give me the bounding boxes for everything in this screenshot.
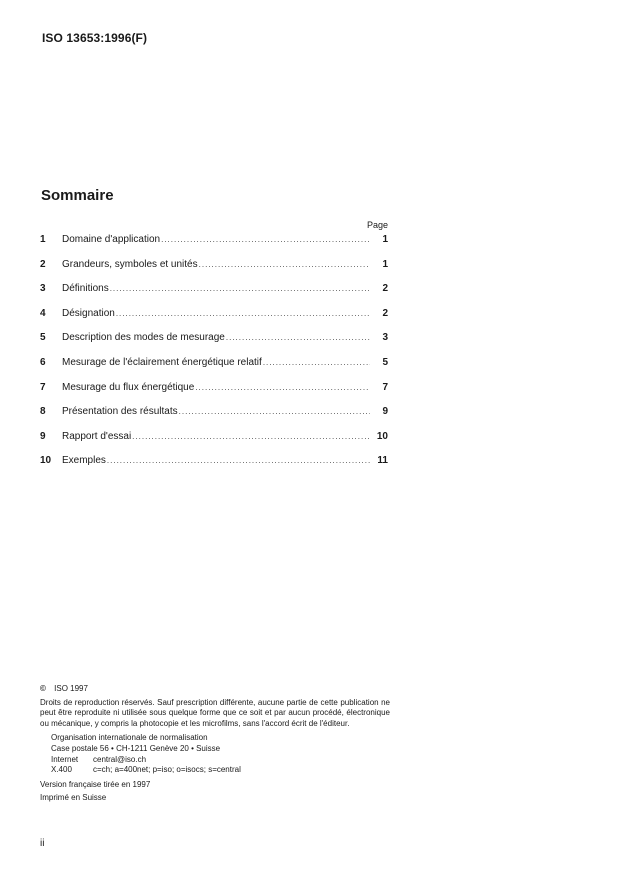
toc-entry-number: 3 [40, 283, 46, 295]
toc-entry-title: Mesurage du flux énergétique [62, 381, 195, 393]
toc-entry[interactable] [40, 308, 388, 333]
x400-row [51, 765, 390, 776]
toc-entry[interactable] [40, 382, 388, 407]
toc-entry-title: Définitions [62, 283, 109, 295]
toc-entry-number: 4 [40, 307, 46, 319]
toc-entry-number: 5 [40, 332, 46, 344]
toc-entry-title: Désignation [62, 307, 115, 319]
toc-entry-title: Exemples [62, 455, 106, 467]
toc-page-column-label: Page [366, 220, 388, 230]
toc-entry-page: 9 [382, 406, 388, 418]
toc-entry[interactable] [40, 431, 388, 456]
copyright-icon: © [40, 684, 46, 693]
toc-entry[interactable] [40, 406, 388, 431]
table-of-contents [40, 234, 388, 480]
toc-leader-dots [132, 432, 370, 441]
toc-leader-dots [161, 235, 370, 244]
copyright-block [40, 684, 390, 807]
toc-entry-page: 11 [377, 455, 388, 467]
toc-heading: Sommaire [41, 187, 114, 204]
toc-entry[interactable] [40, 234, 388, 259]
toc-leader-dots [263, 358, 370, 367]
x400-label: X.400 [51, 765, 72, 775]
publisher-address [51, 733, 390, 775]
toc-leader-dots [179, 407, 370, 416]
toc-leader-dots [107, 456, 370, 465]
toc-entry[interactable] [40, 332, 388, 357]
toc-leader-dots [195, 383, 370, 392]
toc-entry-title: Grandeurs, symboles et unités [62, 258, 198, 270]
toc-entry[interactable] [40, 455, 388, 480]
version-note: Version française tirée en 1997 [40, 779, 151, 789]
toc-entry-title: Mesurage de l'éclairement énergétique relatif [62, 356, 262, 368]
internet-row [51, 755, 390, 766]
internet-label: Internet [51, 754, 79, 764]
toc-entry-title: Domaine d'application [62, 234, 161, 245]
toc-entry-page: 2 [382, 307, 388, 319]
toc-entry-number: 2 [40, 258, 46, 270]
toc-leader-dots [199, 260, 370, 269]
toc-entry-number: 9 [40, 430, 46, 442]
toc-entry-page: 3 [382, 332, 388, 344]
toc-entry-number: 6 [40, 356, 46, 368]
toc-entry[interactable] [40, 259, 388, 284]
toc-entry-page: 10 [376, 430, 388, 442]
postal-address: Case postale 56 • CH-1211 Genève 20 • Suisse [51, 743, 221, 753]
page-number: ii [40, 838, 45, 849]
rights-notice: Droits de reproduction réservés. Sauf prescription différente, aucune partie de cette publication ne peut être reproduite ni utilisée sous quelque forme que ce soit et par aucun procédé, électronique ou mécanique, y compris la photocopie et les microfilms, sans l'accord écrit de l'éditeur. [40, 697, 390, 728]
toc-entry-page: 1 [382, 234, 388, 245]
toc-entry-page: 7 [382, 381, 388, 393]
toc-entry-number: 10 [40, 455, 52, 467]
toc-entry-page: 5 [382, 356, 388, 368]
toc-entry[interactable] [40, 357, 388, 382]
toc-entry[interactable] [40, 283, 388, 308]
x400-address: c=ch; a=400net; p=iso; o=isocs; s=central [93, 765, 241, 775]
toc-entry-number: 8 [40, 406, 46, 418]
toc-entry-number: 7 [40, 381, 46, 393]
toc-entry-title: Description des modes de mesurage [62, 332, 225, 344]
printed-note: Imprimé en Suisse [40, 793, 107, 803]
toc-entry-title: Rapport d'essai [62, 430, 132, 442]
toc-entry-page: 1 [382, 258, 388, 270]
organisation-name: Organisation internationale de normalisation [51, 733, 208, 743]
toc-entry-number: 1 [40, 234, 46, 245]
document-id: ISO 13653:1996(F) [42, 31, 148, 45]
copyright-line [40, 684, 390, 695]
toc-entry-page: 2 [382, 283, 388, 295]
toc-entry-title: Présentation des résultats [62, 406, 178, 418]
toc-leader-dots [226, 333, 370, 342]
copyright-text: ISO 1997 [54, 684, 88, 693]
toc-leader-dots [116, 309, 370, 318]
internet-address[interactable]: central@iso.ch [93, 754, 147, 764]
toc-leader-dots [110, 284, 370, 293]
